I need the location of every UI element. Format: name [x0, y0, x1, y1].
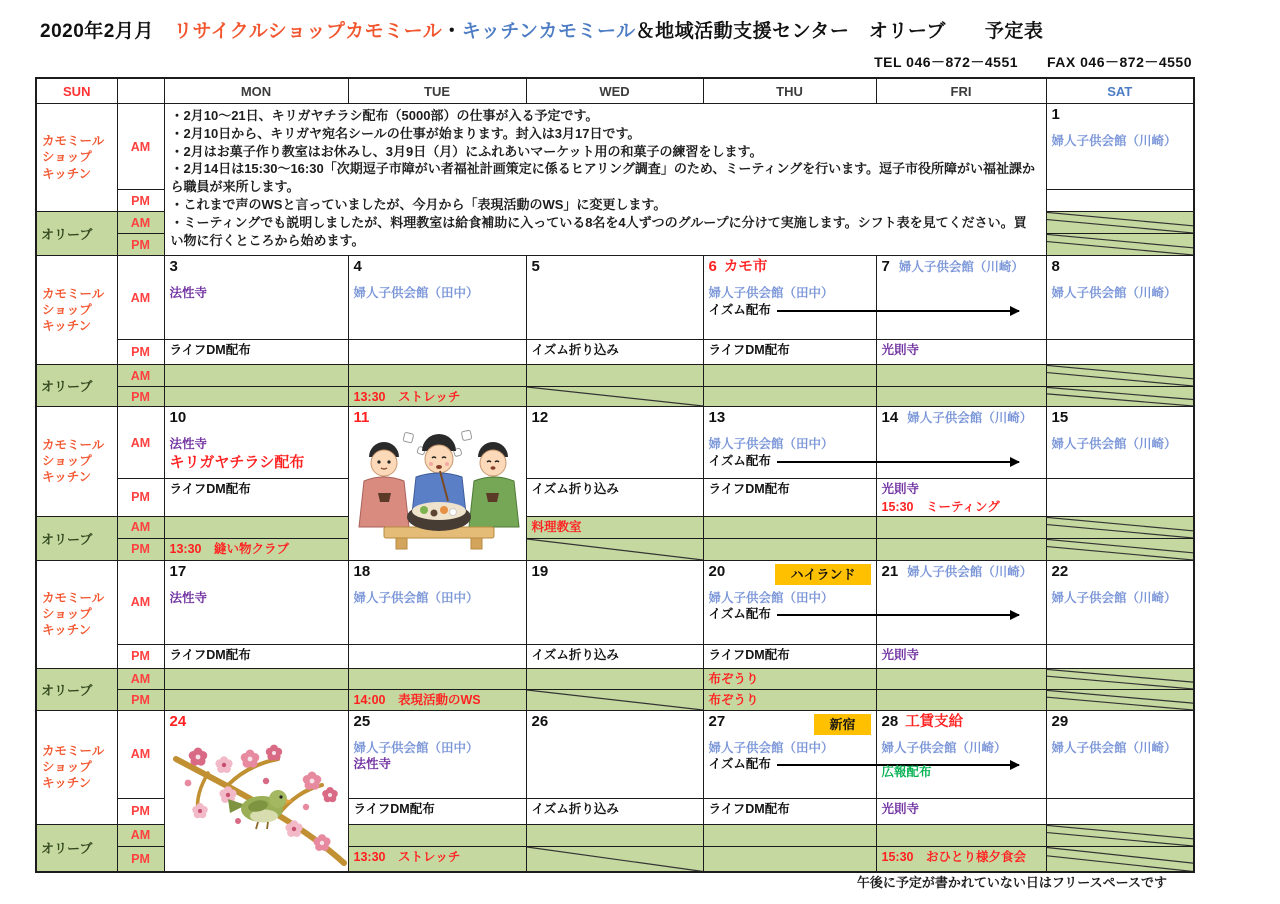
continuation-arrow — [777, 310, 1019, 312]
header-thu: THU — [703, 78, 876, 104]
olive-cell-feb27-pm — [703, 846, 876, 872]
olive-cell-feb21-am — [876, 668, 1046, 689]
pm-label: PM — [117, 538, 164, 560]
weekly-notes — [164, 104, 1046, 256]
am-label: AM — [117, 212, 164, 234]
day-cell-feb5-pm — [526, 340, 703, 365]
task-entry: ライフDM配布 — [708, 482, 790, 496]
day-cell-feb19-pm — [526, 644, 703, 668]
day-cell-feb1-am — [1046, 104, 1194, 190]
olive-cell-feb18-pm — [348, 689, 526, 710]
venue-entry: 婦人子供会館（田中） — [708, 437, 834, 452]
day-cell-feb12-pm — [526, 479, 703, 517]
olive-cell-feb3-am — [164, 365, 348, 387]
olive-cell-feb19-am — [526, 668, 703, 689]
day-cell-feb15-pm — [1046, 479, 1194, 517]
olive-cell-feb14-am — [876, 516, 1046, 538]
row-label-olive: オリーブ — [36, 668, 117, 710]
day-cell-feb27-pm — [703, 798, 876, 824]
olive-cell-feb14-pm — [876, 538, 1046, 560]
day-cell-feb13-pm — [703, 479, 876, 517]
diagonal-lines — [1047, 387, 1194, 406]
venue-entry: 婦人子供会館（川崎） — [898, 260, 1024, 274]
diagonal-lines — [1047, 539, 1194, 560]
row-label-chamomile: カモミール ショップ キッチン — [36, 256, 117, 365]
venue-entry: 婦人子供会館（川崎） — [1051, 134, 1177, 149]
olive-cell-feb22-am — [1046, 668, 1194, 689]
date-number: 11 — [353, 409, 370, 426]
diagonal-lines — [1047, 517, 1194, 538]
day-cell-feb24 — [164, 710, 348, 872]
note-line: ・2月10日から、キリガヤ宛名シールの仕事が始まります。封入は3月17日です。 — [170, 125, 641, 141]
olive-cell-feb4-am — [348, 365, 526, 387]
day-cell-feb11 — [348, 407, 526, 561]
olive-cell-feb7-am — [876, 365, 1046, 387]
day-cell-feb19-am — [526, 560, 703, 644]
am-label: AM — [117, 104, 164, 190]
date-number: 25 — [353, 712, 371, 730]
day-cell-feb17-am — [164, 560, 348, 644]
event-kamoichi: カモ市 — [723, 259, 768, 275]
pm-label: PM — [117, 689, 164, 710]
task-entry: 広報配布 — [881, 765, 932, 780]
day-cell-feb8-pm — [1046, 340, 1194, 365]
diagonal-lines — [527, 847, 703, 872]
day-cell-feb20-am — [703, 560, 876, 644]
task-entry: イズム折り込み — [531, 482, 619, 496]
date-number: 3 — [169, 258, 178, 275]
note-line: ・2月14日は15:30～16:30「次期逗子市障がい者福祉計画策定に係るヒアリング調査」のため、ミーティングを行います。逗子市役所障がい福祉課から職員が来所します。 — [170, 161, 1036, 195]
olive-cell-feb6-am — [703, 365, 876, 387]
diagonal-lines — [527, 539, 703, 560]
title-suffix: ＆地域活動支援センター オリーブ 予定表 — [635, 21, 1044, 42]
olive-cell-feb3-pm — [164, 387, 348, 407]
olive-cell-feb5-am — [526, 365, 703, 387]
activity-entry: 13:30 縫い物クラブ — [169, 541, 289, 556]
task-entry: イズム折り込み — [531, 647, 619, 662]
activity-entry: 15:30 おひとり様夕食会 — [881, 849, 1026, 864]
day-cell-feb8-am — [1046, 256, 1194, 340]
date-number: 15 — [1051, 409, 1069, 426]
olive-cell-feb22-pm — [1046, 689, 1194, 710]
header-wed: WED — [526, 78, 703, 104]
note-line: ・2月10～21日、キリガヤチラシ配布（5000部）の仕事が入る予定です。 — [170, 108, 599, 123]
venue-entry: 法性寺 — [169, 437, 208, 452]
date-number: 14 — [881, 409, 899, 426]
activity-entry: 13:30 ストレッチ — [353, 849, 461, 864]
olive-cell-feb29-am — [1046, 824, 1194, 846]
am-label: AM — [117, 516, 164, 538]
olive-cell-feb7-pm — [876, 387, 1046, 407]
venue-entry: 婦人子供会館（田中） — [708, 590, 834, 605]
task-entry: イズム配布 — [708, 453, 771, 468]
task-entry: イズム折り込み — [531, 343, 619, 357]
diagonal-lines — [1047, 847, 1194, 872]
date-number: 7 — [881, 258, 890, 275]
row-label-chamomile: カモミール ショップ キッチン — [36, 560, 117, 668]
diagonal-lines — [527, 387, 703, 406]
diagonal-lines — [1047, 825, 1194, 846]
olive-cell-feb26-am — [526, 824, 703, 846]
task-entry: ライフDM配布 — [353, 801, 435, 816]
row-label-olive: オリーブ — [36, 824, 117, 872]
pm-label: PM — [117, 340, 164, 365]
row-label-chamomile: カモミール ショップ キッチン — [36, 104, 117, 212]
continuation-arrow — [777, 461, 1019, 463]
olive-cell-feb15-am — [1046, 516, 1194, 538]
venue-entry: 婦人子供会館（田中） — [353, 590, 479, 605]
date-number: 6 — [708, 258, 717, 275]
day-cell-feb4-am — [348, 256, 526, 340]
pm-label: PM — [117, 798, 164, 824]
venue-entry: 光則寺 — [881, 343, 920, 357]
row-label-chamomile: カモミール ショップ キッチン — [36, 710, 117, 824]
header-sat: SAT — [1046, 78, 1194, 104]
day-cell-feb7-am — [876, 256, 1046, 340]
header-mon: MON — [164, 78, 348, 104]
olive-cell-feb1-pm — [1046, 234, 1194, 256]
venue-entry: 婦人子供会館（川崎） — [1051, 590, 1177, 605]
diagonal-lines — [527, 690, 703, 710]
activity-entry: 13:30 ストレッチ — [353, 390, 461, 404]
day-cell-feb1-pm — [1046, 190, 1194, 212]
venue-entry: 光則寺 — [881, 482, 920, 496]
venue-entry: 婦人子供会館（川崎） — [1051, 437, 1177, 452]
pm-label: PM — [117, 644, 164, 668]
olive-cell-feb27-am — [703, 824, 876, 846]
pm-label: PM — [117, 846, 164, 872]
venue-entry: 法性寺 — [169, 286, 208, 301]
olive-cell-feb28-am — [876, 824, 1046, 846]
contact-info: TEL 046－872－4551 FAX 046－872－4550 — [874, 54, 1192, 70]
venue-entry: 婦人子供会館（川崎） — [907, 564, 1033, 579]
venue-entry: 婦人子供会館（田中） — [353, 740, 479, 755]
olive-cell-feb8-am — [1046, 365, 1194, 387]
day-cell-feb4-pm — [348, 340, 526, 365]
day-cell-feb13-am — [703, 407, 876, 479]
olive-cell-feb12-pm — [526, 538, 703, 560]
olive-cell-feb18-am — [348, 668, 526, 689]
day-cell-feb14-am — [876, 407, 1046, 479]
olive-cell-feb5-pm — [526, 387, 703, 407]
olive-cell-feb25-am — [348, 824, 526, 846]
date-number: 12 — [531, 409, 549, 426]
date-number: 8 — [1051, 258, 1060, 275]
day-cell-feb17-pm — [164, 644, 348, 668]
row-label-olive: オリーブ — [36, 365, 117, 407]
task-entry: ライフDM配布 — [708, 343, 790, 357]
day-cell-feb26-am — [526, 710, 703, 798]
task-entry: イズム折り込み — [531, 801, 619, 816]
date-number: 10 — [169, 409, 187, 426]
venue-entry: 婦人子供会館（川崎） — [1051, 740, 1177, 755]
olive-cell-feb10-am — [164, 516, 348, 538]
olive-cell-feb6-pm — [703, 387, 876, 407]
task-entry: イズム配布 — [708, 302, 771, 317]
wage-payment-label: 工賃支給 — [905, 713, 964, 730]
day-cell-feb12-am — [526, 407, 703, 479]
olive-cell-feb15-pm — [1046, 538, 1194, 560]
olive-cell-feb12-am — [526, 516, 703, 538]
olive-cell-feb17-am — [164, 668, 348, 689]
date-number: 28 — [881, 712, 899, 730]
olive-cell-feb13-am — [703, 516, 876, 538]
venue-entry: 法性寺 — [169, 590, 208, 605]
venue-entry: 光則寺 — [881, 801, 920, 816]
row-label-olive: オリーブ — [36, 516, 117, 560]
note-line: ・2月はお菓子作り教室はお休みし、3月9日（月）にふれあいマーケット用の和菓子の練習をします。 — [170, 143, 763, 159]
task-entry: イズム配布 — [708, 757, 771, 772]
hotpot-illustration — [354, 427, 524, 551]
day-cell-feb28-pm — [876, 798, 1046, 824]
olive-cell-feb4-pm — [348, 387, 526, 407]
day-cell-feb15-am — [1046, 407, 1194, 479]
date-number: 22 — [1051, 562, 1069, 580]
diagonal-lines — [1047, 234, 1194, 255]
day-cell-feb10-pm — [164, 479, 348, 517]
day-cell-feb18-am — [348, 560, 526, 644]
day-cell-feb26-pm — [526, 798, 703, 824]
date-number: 1 — [1051, 106, 1060, 123]
am-label: AM — [117, 668, 164, 689]
venue-entry: 婦人子供会館（田中） — [353, 286, 479, 301]
day-cell-feb6-am — [703, 256, 876, 340]
shinjuku-badge: 新宿 — [814, 714, 870, 736]
pm-label: PM — [117, 387, 164, 407]
day-cell-feb18-pm — [348, 644, 526, 668]
date-number: 17 — [169, 562, 187, 580]
continuation-arrow — [777, 614, 1019, 616]
pm-label: PM — [117, 479, 164, 517]
day-cell-feb21-pm — [876, 644, 1046, 668]
weekday-header-row — [36, 78, 1194, 104]
task-entry: キリガヤチラシ配布 — [169, 453, 305, 471]
venue-entry: 婦人子供会館（田中） — [708, 740, 834, 755]
venue-entry: 婦人子供会館（川崎） — [881, 740, 1007, 755]
olive-cell-feb8-pm — [1046, 387, 1194, 407]
plum-blossom-bird-illustration — [170, 731, 348, 867]
schedule-table — [35, 77, 1195, 873]
olive-cell-feb28-pm — [876, 846, 1046, 872]
venue-entry: 光則寺 — [881, 647, 920, 662]
header-tue: TUE — [348, 78, 526, 104]
olive-cell-feb21-pm — [876, 689, 1046, 710]
activity-entry: 料理教室 — [531, 519, 582, 534]
day-cell-feb27-am — [703, 710, 876, 798]
row-label-olive: オリーブ — [36, 212, 117, 256]
day-cell-feb6-pm — [703, 340, 876, 365]
task-entry: イズム配布 — [708, 607, 771, 622]
task-entry: ライフDM配布 — [708, 647, 790, 662]
olive-cell-feb10-pm — [164, 538, 348, 560]
day-cell-feb14-pm — [876, 479, 1046, 517]
day-cell-feb10-am — [164, 407, 348, 479]
day-cell-feb22-pm — [1046, 644, 1194, 668]
date-number: 19 — [531, 562, 549, 580]
venue-entry: 婦人子供会館（川崎） — [1051, 286, 1177, 301]
date-number: 4 — [353, 258, 362, 275]
footer-note: 午後に予定が書かれていない日はフリースペースです — [856, 875, 1167, 890]
venue-entry: 婦人子供会館（田中） — [708, 286, 834, 301]
highland-badge: ハイランド — [775, 564, 870, 586]
olive-cell-feb20-pm — [703, 689, 876, 710]
meeting-entry: 15:30 ミーティング — [881, 500, 1000, 515]
pm-label: PM — [117, 190, 164, 212]
diagonal-lines — [1047, 212, 1194, 233]
title-recycle-shop: リサイクルショップカモミール — [173, 21, 443, 42]
day-cell-feb28-am — [876, 710, 1046, 798]
task-entry: ライフDM配布 — [169, 482, 251, 496]
day-cell-feb22-am — [1046, 560, 1194, 644]
day-cell-feb21-am — [876, 560, 1046, 644]
am-label: AM — [117, 256, 164, 340]
date-number: 5 — [531, 258, 540, 275]
date-number: 20 — [708, 562, 726, 580]
am-label: AM — [117, 407, 164, 479]
olive-cell-feb1-am — [1046, 212, 1194, 234]
am-label: AM — [117, 710, 164, 798]
date-number: 18 — [353, 562, 371, 580]
day-cell-feb29-am — [1046, 710, 1194, 798]
day-cell-feb3-am — [164, 256, 348, 340]
day-cell-feb29-pm — [1046, 798, 1194, 824]
diagonal-lines — [1047, 365, 1194, 386]
day-cell-feb25-pm — [348, 798, 526, 824]
diagonal-lines — [1047, 690, 1194, 710]
note-line: ・ミーティングでも説明しましたが、料理教室は給食補助に入っている8名を4人ずつのグループに分けて実施します。シフト表を見てください。買い物に行くところから始めます。 — [170, 214, 1027, 248]
task-entry: ライフDM配布 — [708, 801, 790, 816]
activity-entry: 布ぞうり — [708, 671, 759, 686]
title-kitchen: キッチンカモミール — [461, 21, 636, 42]
date-number: 24 — [169, 712, 187, 730]
am-label: AM — [117, 560, 164, 644]
date-number: 13 — [708, 409, 726, 426]
date-number: 21 — [881, 562, 899, 580]
day-cell-feb3-pm — [164, 340, 348, 365]
olive-cell-feb26-pm — [526, 846, 703, 872]
olive-cell-feb13-pm — [703, 538, 876, 560]
olive-cell-feb20-am — [703, 668, 876, 689]
day-cell-feb5-am — [526, 256, 703, 340]
olive-cell-feb19-pm — [526, 689, 703, 710]
title-month: 2020年2月月 — [40, 21, 154, 42]
venue-entry: 婦人子供会館（川崎） — [907, 411, 1033, 425]
venue-entry: 法性寺 — [353, 757, 392, 772]
date-number: 27 — [708, 712, 726, 730]
day-cell-feb20-pm — [703, 644, 876, 668]
diagonal-lines — [1047, 669, 1194, 689]
task-entry: ライフDM配布 — [169, 647, 251, 662]
am-label: AM — [117, 824, 164, 846]
pm-label: PM — [117, 234, 164, 256]
activity-entry: 布ぞうり — [708, 692, 759, 707]
olive-cell-feb17-pm — [164, 689, 348, 710]
header-ampm-col — [117, 78, 164, 104]
header-sun: SUN — [36, 78, 117, 104]
day-cell-feb7-pm — [876, 340, 1046, 365]
header-fri: FRI — [876, 78, 1046, 104]
task-entry: ライフDM配布 — [169, 343, 251, 357]
row-label-chamomile: カモミール ショップ キッチン — [36, 407, 117, 517]
am-label: AM — [117, 365, 164, 387]
date-number: 29 — [1051, 712, 1069, 730]
note-line: ・これまで声のWSと言っていましたが、今月から「表現活動のWS」に変更します。 — [170, 196, 667, 212]
date-number: 26 — [531, 712, 549, 730]
day-cell-feb25-am — [348, 710, 526, 798]
olive-cell-feb25-pm — [348, 846, 526, 872]
olive-cell-feb29-pm — [1046, 846, 1194, 872]
page-title: 2020年2月月 リサイクルショップカモミール・キッチンカモミール＆地域活動支援センター オリーブ 予定表 — [40, 21, 1044, 42]
activity-entry: 14:00 表現活動のWS — [353, 692, 481, 707]
